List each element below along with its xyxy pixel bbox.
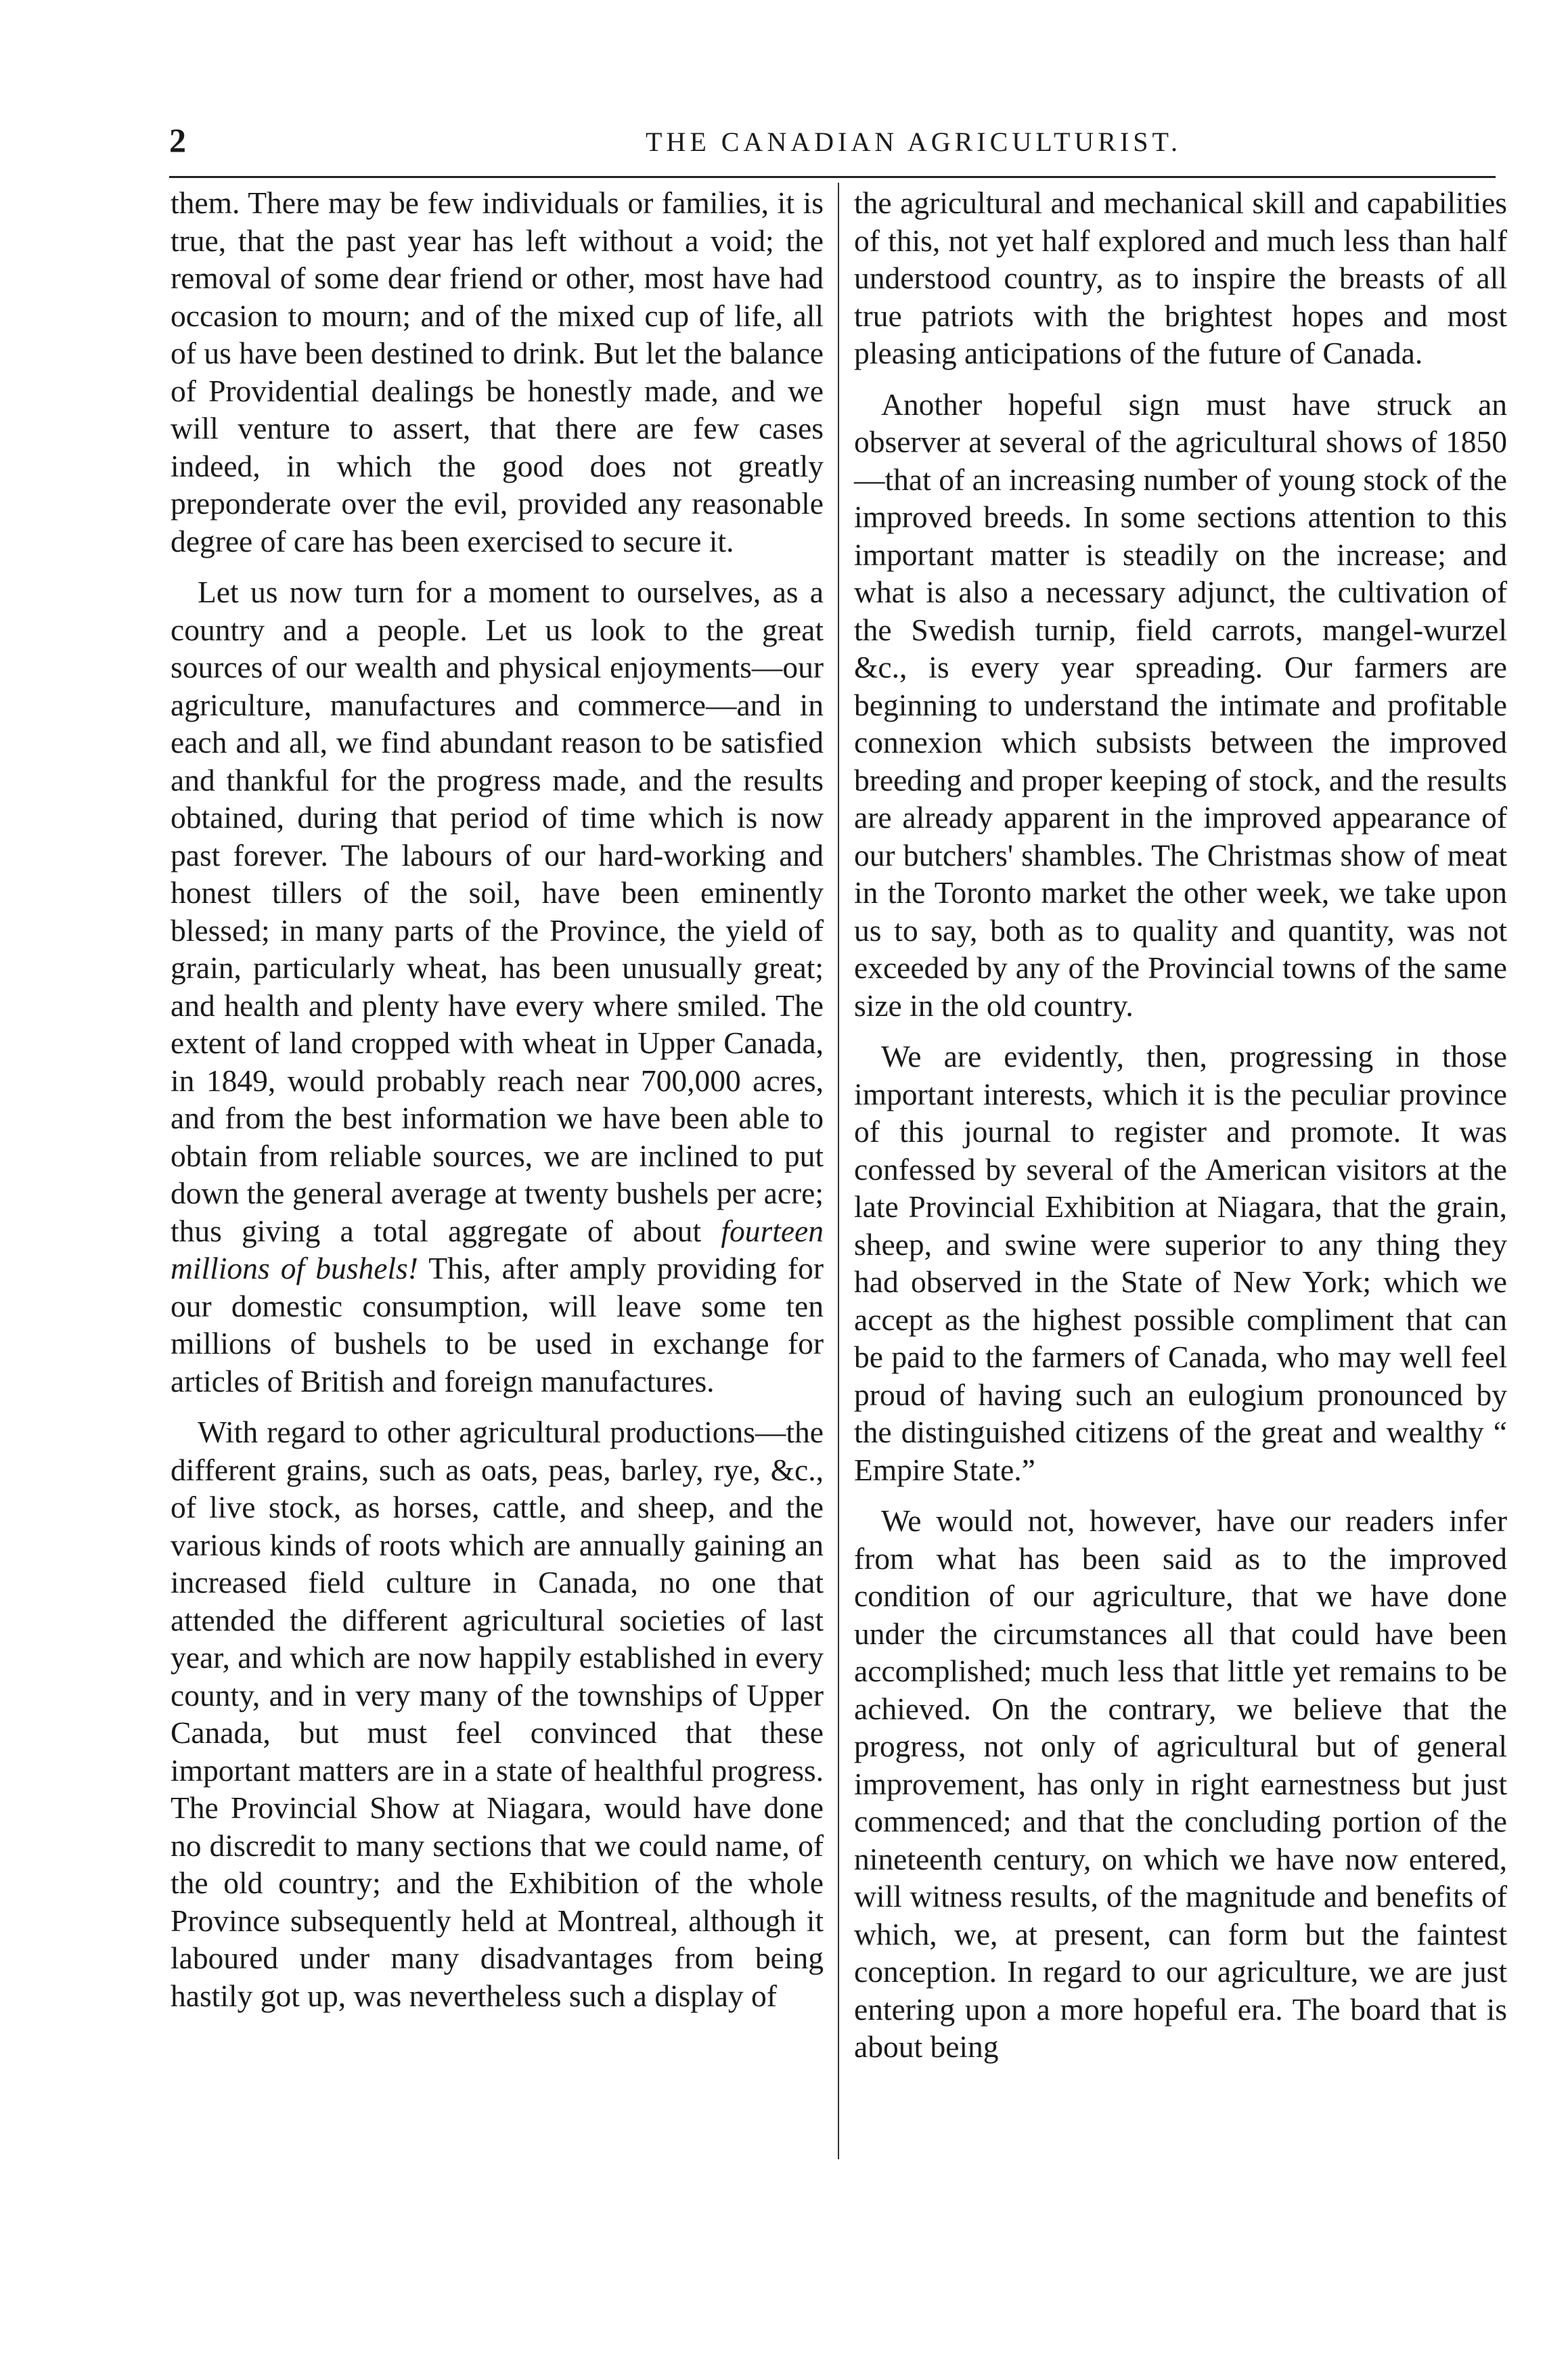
right-paragraph-4: We would not, however, have our readers infer from what has been said as to the improved condition of our agriculture, that we have done under the circumstances all that could have been accomplished; much less that little yet remains to be achieved. On the contrary, we believe that the progress, not only of agricultural but of general improvement, has only in right earnestness but just commenced; and that the concluding portion of the nineteenth century, on which we have now entered, will witness results, of the magnitude and benefits of which, we, at present, can form but the faintest conception. In regard to our agriculture, we are just entering upon a more hopeful era. The board that is about being (854, 1503, 1507, 2064)
left-paragraph-2-text: Let us now turn for a moment to ourselves, as a country and a people. Let us look to the great sources of our wealth and physical enjoyments—our agriculture, manufactures and commerce—and in each and all, we find abundant reason to be satisfied and thankful for the progress made, and the results obtained, during that period of time which is now past forever. The labours of our hard-working and honest tillers of the soil, have been eminently blessed; in many parts of the Province, the yield of grain, particularly wheat, has been unusually great; and health and plenty have every where smiled. The extent of land cropped with wheat in Upper Canada, in 1849, would probably reach near 700,000 acres, and from the best information we have been able to obtain from reliable sources, we are inclined to put down the general average at twenty bushels per acre; thus giving a total aggregate of about (171, 575, 824, 1248)
left-paragraph-2-emphasis: fourteen millions of bushels! (171, 1213, 824, 1285)
left-paragraph-2-continuation: This, after amply providing for our domestic consumption, will leave some ten millions of bushels to be used in exchange for articles of British and foreign manufactures. (171, 1251, 824, 1398)
right-column (854, 184, 1507, 2066)
column-divider (838, 183, 839, 2159)
right-paragraph-2: Another hopeful sign must have struck an observer at several of the agricultural shows of 1850—that of an increasing number of young stock of the improved breeds. In some sections attention to this important matter is steadily on the increase; and what is also a necessary adjunct, the cultivation of the Swedish turnip, field carrots, mangel-wurzel &c., is every year spreading. Our farmers are beginning to understand the intimate and profitable connexion which subsists between the improved breeding and proper keeping of stock, and the results are already apparent in the improved appearance of our butchers' shambles. The Christmas show of meat in the Toronto market the other week, we take upon us to say, both as to quality and quantity, was not exceeded by any of the Provincial towns of the same size in the old country. (854, 387, 1507, 1023)
left-paragraph-2 (171, 573, 824, 1400)
header-rule (169, 176, 1496, 178)
page-number: 2 (169, 121, 186, 159)
right-paragraph-1: the agricultural and mechanical skill and capabilities of this, not yet half explored and much less than half understood country, as to inspire the breasts of all true patriots with the brightest hopes and most pleasing anticipations of the future of Canada. (854, 185, 1507, 370)
left-paragraph-1: them. There may be few individuals or families, it is true, that the past year has left without a void; the removal of some dear friend or other, most have had occasion to mourn; and of the mixed cup of life, all of us have been destined to drink. But let the balance of Providential dealings be honestly made, and we will venture to assert, that there are few cases indeed, in which the good does not greatly preponderate over the evil, provided any reasonable degree of care has been exercised to secure it. (171, 185, 824, 558)
right-paragraph-3: We are evidently, then, progressing in those important interests, which it is the peculiar province of this journal to register and promote. It was confessed by several of the American visitors at the late Provincial Exhibition at Niagara, that the grain, sheep, and swine were superior to any thing they had observed in the State of New York; which we accept as the highest possible compliment that can be paid to the farmers of Canada, who may well feel proud of having such an eulogium pronounced by the distinguished citizens of the great and wealthy “ Empire State.” (854, 1039, 1507, 1487)
left-paragraph-3: With regard to other agricultural productions—the different grains, such as oats, peas, barley, rye, &c., of live stock, as horses, cattle, and sheep, and the various kinds of roots which are annually gaining an increased field culture in Canada, no one that attended the different agricultural societies of last year, and which are now happily established in every county, and in very many of the townships of Upper Canada, but must feel convinced that these important matters are in a state of healthful progress. The Provincial Show at Niagara, would have done no discredit to many sections that we could name, of the old country; and the Exhibition of the whole Province subsequently held at Montreal, although it laboured under many disadvantages from being hastily got up, was nevertheless such a display of (171, 1415, 824, 2013)
left-column (171, 184, 824, 2014)
running-head: THE CANADIAN AGRICULTURIST. (646, 127, 1182, 157)
